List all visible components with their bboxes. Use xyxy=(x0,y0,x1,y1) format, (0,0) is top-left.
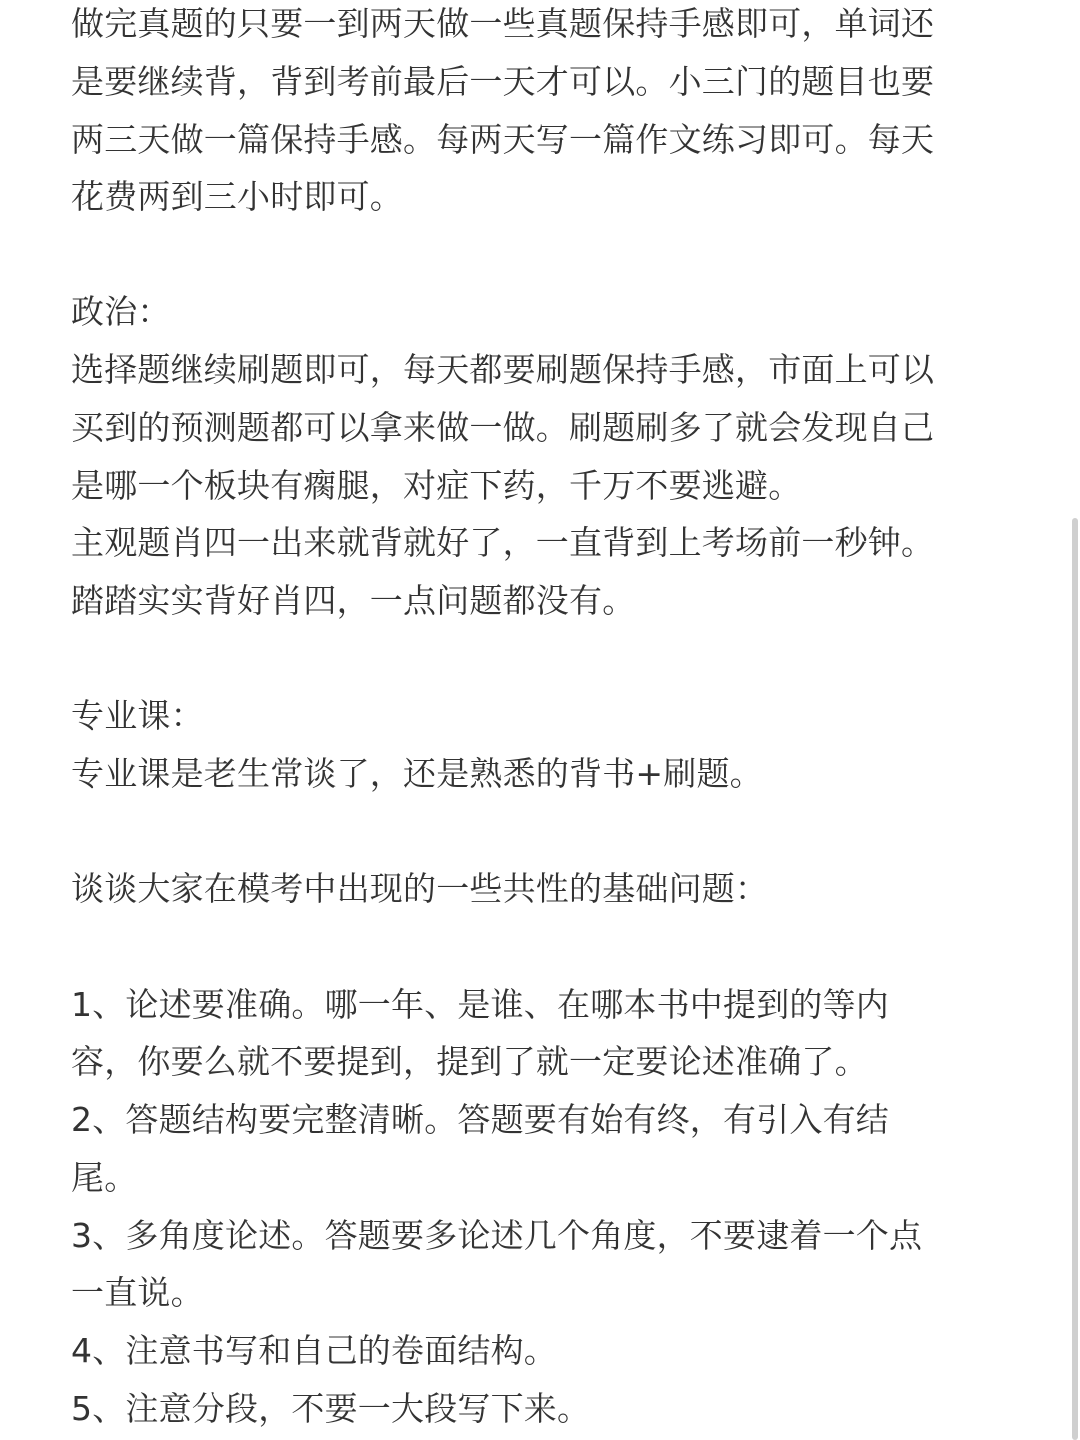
list-item: 容，你要么就不要提到，提到了就一定要论述准确了。 xyxy=(71,1042,868,1081)
section-heading-common-problems: 谈谈大家在模考中出现的一些共性的基础问题： xyxy=(71,869,769,908)
text-line: 是要继续背，背到考前最后一天才可以。小三门的题目也要 xyxy=(71,62,935,101)
text-line: 选择题继续刷题即可，每天都要刷题保持手感，市面上可以 xyxy=(71,350,935,389)
list-item: 1、论述要准确。哪一年、是谁、在哪本书中提到的等内 xyxy=(71,985,889,1024)
text-line: 专业课是老生常谈了，还是熟悉的背书+刷题。 xyxy=(71,754,763,793)
text-line: 两三天做一篇保持手感。每两天写一篇作文练习即可。每天 xyxy=(71,120,935,159)
text-line: 主观题肖四一出来就背就好了，一直背到上考场前一秒钟。 xyxy=(71,523,935,562)
list-item: 一直说。 xyxy=(71,1273,204,1312)
text-line: 花费两到三小时即可。 xyxy=(71,177,403,216)
text-line: 是哪一个板块有瘸腿，对症下药，千万不要逃避。 xyxy=(71,466,802,505)
text-line: 买到的预测题都可以拿来做一做。刷题刷多了就会发现自己 xyxy=(71,408,935,447)
section-heading-major: 专业课： xyxy=(71,696,204,735)
list-item: 3、多角度论述。答题要多论述几个角度，不要逮着一个点 xyxy=(71,1216,923,1255)
section-heading-politics: 政治： xyxy=(71,292,171,331)
text-line: 踏踏实实背好肖四，一点问题都没有。 xyxy=(71,581,636,620)
list-item: 尾。 xyxy=(71,1158,138,1197)
list-item: 2、答题结构要完整清晰。答题要有始有终，有引入有结 xyxy=(71,1100,889,1139)
list-item: 5、注意分段，不要一大段写下来。 xyxy=(71,1389,591,1428)
text-line: 做完真题的只要一到两天做一些真题保持手感即可，单词还 xyxy=(71,4,935,43)
list-item: 4、注意书写和自己的卷面结构。 xyxy=(71,1331,557,1370)
scrollbar-thumb[interactable] xyxy=(1072,518,1078,1440)
